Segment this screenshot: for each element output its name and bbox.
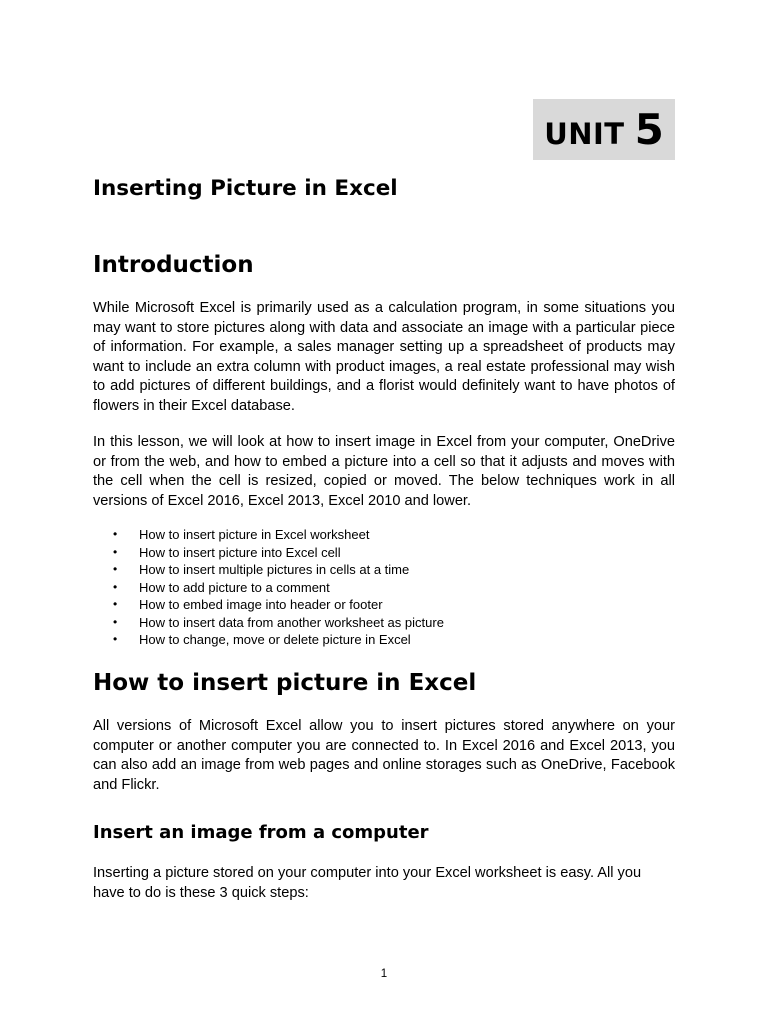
bullet-icon: •: [113, 544, 118, 559]
list-item-text: How to embed image into header or footer: [139, 597, 383, 612]
bullet-icon: •: [113, 632, 118, 646]
intro-paragraph-2: In this lesson, we will look at how to insert image in Excel from your computer, OneDrive or from the web, and how to embed a picture into a cell so that it adjusts and moves with the cell when the cell is resized, copied or moved. The below techniques work in all versions of Excel 2016, Excel 2013, Excel 2010 and lower.: [93, 434, 675, 509]
list-item-text: How to insert picture into Excel cell: [139, 544, 341, 560]
bullet-icon: •: [113, 614, 118, 629]
list-item: [93, 579, 675, 597]
bullet-icon: •: [113, 579, 118, 594]
list-item-text: How to insert picture in Excel worksheet: [139, 527, 370, 542]
bullet-icon: •: [113, 562, 118, 576]
how-to-paragraph: All versions of Microsoft Excel allow you to insert pictures stored anywhere on your computer or another computer you are connected to. In Excel 2016 and Excel 2013, you can also add an image from web pages and online storages such as OneDrive, Facebook and Flickr.: [93, 718, 675, 793]
bullet-icon: •: [113, 527, 118, 541]
unit-number: 5: [634, 105, 664, 154]
introduction-heading: Introduction: [93, 252, 254, 278]
bullet-icon: •: [113, 597, 118, 611]
list-item-text: How to add picture to a comment: [139, 579, 330, 595]
list-item-text: How to insert data from another worksheet as picture: [139, 614, 444, 630]
unit-label: UNIT: [544, 116, 625, 151]
list-item-text: How to change, move or delete picture in Excel: [139, 632, 411, 647]
list-item: [93, 544, 675, 562]
document-title: Inserting Picture in Excel: [93, 176, 398, 201]
list-item: [93, 631, 675, 649]
insert-from-computer-heading: Insert an image from a computer: [93, 822, 429, 843]
unit-badge: [533, 99, 675, 160]
topics-list: [93, 526, 675, 649]
list-item: [93, 561, 675, 579]
intro-paragraph-1: While Microsoft Excel is primarily used as a calculation program, in some situations you may want to store pictures along with data and associate an image with a particular piece of information. For example, a sales manager setting up a spreadsheet of products may want to include an extra column with product images, a real estate professional may wish to add pictures of different buildings, and a florist would definitely want to have photos of flowers in their Excel database.: [93, 300, 675, 414]
how-to-heading: How to insert picture in Excel: [93, 670, 477, 696]
page-number: 1: [380, 968, 388, 980]
list-item: [93, 596, 675, 614]
list-item-text: How to insert multiple pictures in cells at a time: [139, 562, 410, 577]
list-item: [93, 614, 675, 632]
list-item: [93, 526, 675, 544]
insert-from-computer-paragraph: Inserting a picture stored on your computer into your Excel worksheet is easy. All you have to do is these 3 quick steps:: [93, 865, 642, 901]
